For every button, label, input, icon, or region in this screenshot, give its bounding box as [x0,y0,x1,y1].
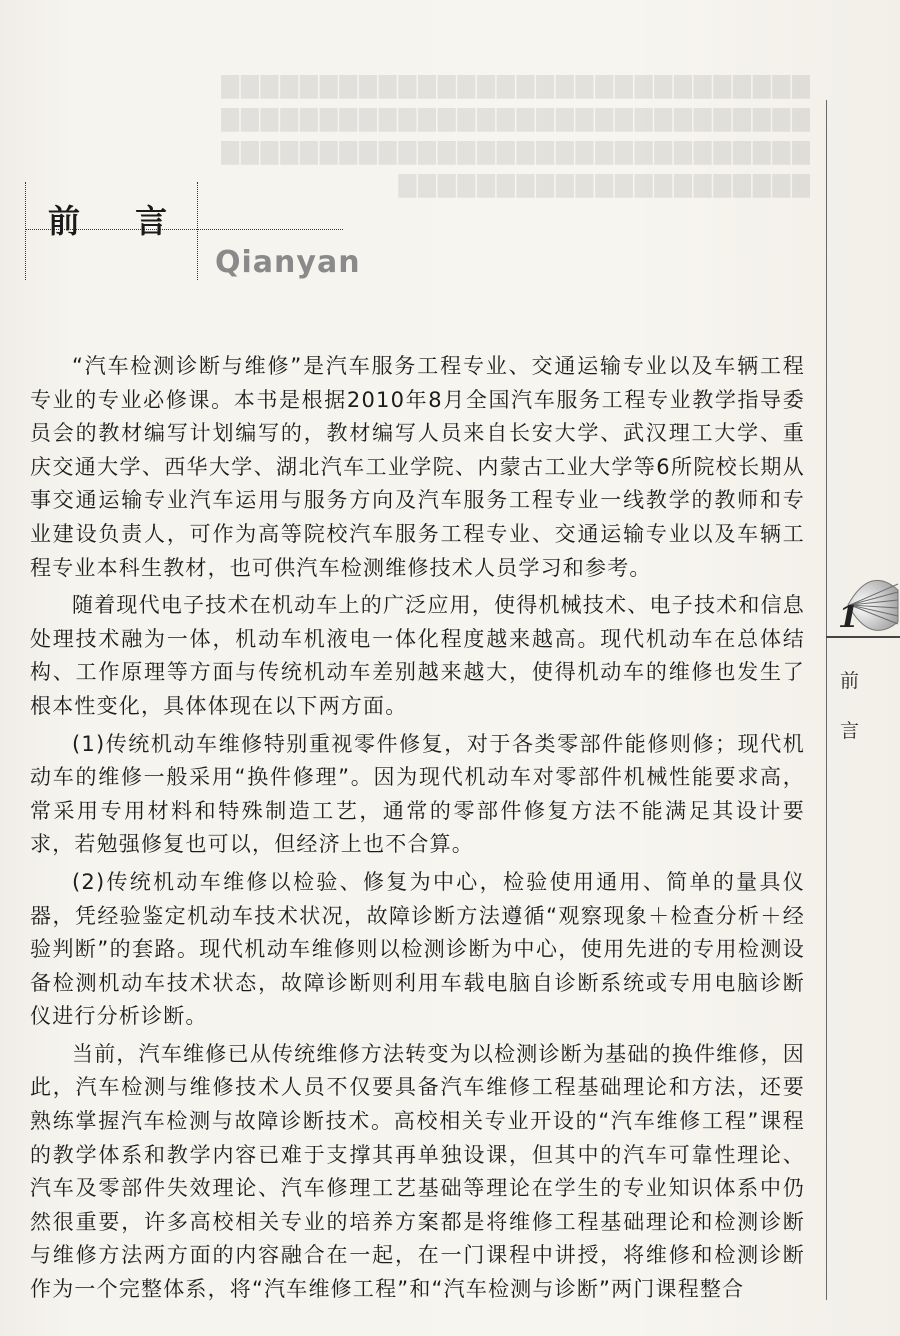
page-title-pinyin: Qianyan [215,245,361,280]
paragraph: “汽车检测诊断与维修”是汽车服务工程专业、交通运输专业以及车辆工程专业的专业必修课。本书是根据2010年8月全国汽车服务工程专业教学指导委员会的教材编写计划编写的，教材编写人员来自长安大学、武汉理工大学、重庆交通大学、西华大学、湖北汽车工业学院、内蒙古工业大学等6所院校长期从事交通运输专业汽车运用与服务方向及汽车服务工程专业一线教学的教师和专业建设负责人，可作为高等院校汽车服务工程专业、交通运输专业以及车辆工程专业本科生教材，也可供汽车检测维修技术人员学习和参考。 [30,354,805,580]
paragraph: (2)传统机动车维修以检验、修复为中心，检验使用通用、简单的量具仪器，凭经验鉴定机动车技术状况，故障诊断方法遵循“观察现象＋检查分析＋经验判断”的套路。现代机动车维修则以检测诊断为中心，使用先进的专用检测设备检测机动车技术状态，故障诊断则利用车载电脑自诊断系统或专用电脑诊断仪进行分析诊断。 [30,869,805,1029]
margin-rule [826,100,827,1300]
side-label-char: 前 [840,670,860,692]
page-number: 1 [838,600,859,635]
heading-divider-left [25,182,27,280]
body-text [30,350,805,1311]
bleed-through-texture: ▇▇▇▇▇▇▇▇▇▇▇▇▇▇▇▇▇▇▇▇▇▇▇▇▇▇▇▇▇▇ ▇▇▇▇▇▇▇▇▇▇▇▇▇▇▇▇▇▇▇▇▇▇▇▇▇▇▇▇▇▇ ▇▇▇▇▇▇▇▇▇▇▇▇▇▇▇▇▇▇▇▇▇▇▇▇▇▇▇▇▇▇ ▇▇▇▇▇▇▇▇▇▇▇▇▇▇▇▇▇▇▇▇▇ [219,73,810,198]
paragraph: 当前，汽车维修已从传统维修方法转变为以检测诊断为基础的换件维修，因此，汽车检测与维修技术人员不仅要具备汽车维修工程基础理论和方法，还要熟练掌握汽车检测与故障诊断技术。高校相关专业开设的“汽车维修工程”课程的教学体系和教学内容已难于支撑其再单独设课，但其中的汽车可靠性理论、汽车及零部件失效理论、汽车修理工艺基础等理论在学生的专业知识体系中仍然很重要，许多高校相关专业的培养方案都是将维修工程基础理论和检测诊断与维修方法两方面的内容融合在一起，在一门课程中讲授，将维修和检测诊断作为一个完整体系，将“汽车维修工程”和“汽车检测与诊断”两门课程整合 [30,1041,805,1302]
paragraph: 随着现代电子技术在机动车上的广泛应用，使得机械技术、电子技术和信息处理技术融为一体，机动车机液电一体化程度越来越高。现代机动车在总体结构、工作原理等方面与传统机动车差别越来越大，使得机动车的维修也发生了根本性变化，具体体现在以下两方面。 [30,593,805,718]
side-label-char: 言 [840,720,860,742]
page-title: 前 言 [48,202,190,240]
heading-divider-middle [197,182,199,280]
paragraph: (1)传统机动车维修特别重视零件修复，对于各类零部件能修则修；现代机动车的维修一般采用“换件修理”。因为现代机动车对零部件机械性能要求高，常采用专用材料和特殊制造工艺，通常的零部件修复方法不能满足其设计要求，若勉强修复也可以，但经济上也不合算。 [30,731,805,857]
page-number-underline [826,636,900,638]
